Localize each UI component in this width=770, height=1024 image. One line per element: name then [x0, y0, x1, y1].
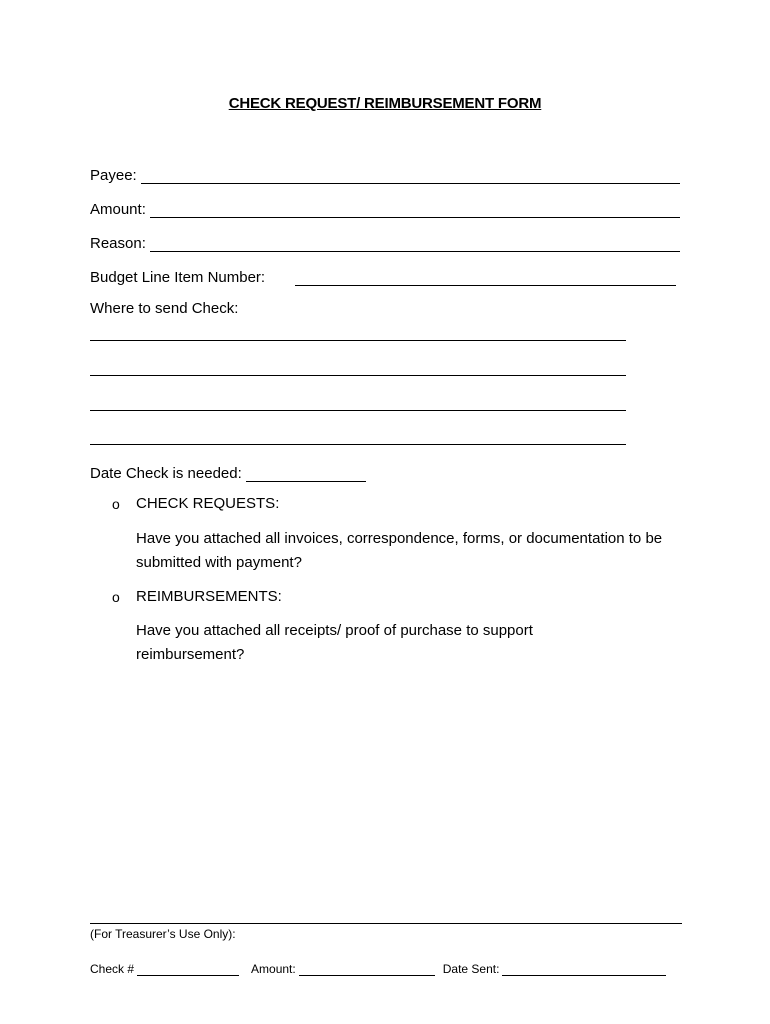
bullet-icon: o [112, 496, 120, 512]
reason-label: Reason: [90, 235, 146, 252]
treasurer-amount-field[interactable] [299, 965, 435, 976]
address-line-2[interactable] [90, 375, 626, 376]
reimbursements-text: Have you attached all receipts/ proof of purchase to support reimbursement? [136, 622, 533, 663]
budget-field[interactable] [295, 271, 676, 286]
budget-label: Budget Line Item Number: [90, 269, 266, 286]
date-sent-group [443, 962, 667, 976]
treasurer-note: (For Treasurer’s Use Only): [90, 927, 236, 941]
treasurer-divider [90, 923, 682, 924]
reimbursements-heading: REIMBURSEMENTS: [136, 588, 282, 605]
budget-row [90, 264, 676, 286]
amount-label: Amount: [90, 201, 146, 218]
amount-row [90, 196, 680, 218]
treasurer-amount-label: Amount: [251, 962, 296, 976]
date-needed-row [90, 460, 366, 482]
payee-row [90, 162, 680, 184]
send-label: Where to send Check: [90, 300, 239, 317]
reason-row [90, 230, 680, 252]
form-title: CHECK REQUEST/ REIMBURSEMENT FORM [228, 95, 542, 112]
address-line-4[interactable] [90, 444, 626, 445]
treasurer-fields [90, 960, 680, 976]
amount-field[interactable] [150, 203, 680, 218]
date-sent-field[interactable] [502, 965, 666, 976]
check-requests-text: Have you attached all invoices, correspondence, forms, or documentation to be submitted with payment? [136, 530, 663, 571]
address-line-3[interactable] [90, 410, 626, 411]
reason-field[interactable] [150, 237, 680, 252]
check-number-label: Check # [90, 962, 135, 976]
date-needed-label: Date Check is needed: [90, 465, 242, 482]
treasurer-amount-group [251, 962, 435, 976]
date-sent-label: Date Sent: [442, 962, 500, 976]
payee-field[interactable] [141, 169, 680, 184]
bullet-icon: o [112, 589, 120, 605]
payee-label: Payee: [90, 167, 137, 184]
address-line-1[interactable] [90, 340, 626, 341]
check-number-group [90, 962, 239, 976]
date-needed-field[interactable] [246, 467, 366, 482]
check-requests-heading: CHECK REQUESTS: [136, 495, 280, 512]
check-number-field[interactable] [137, 965, 239, 976]
